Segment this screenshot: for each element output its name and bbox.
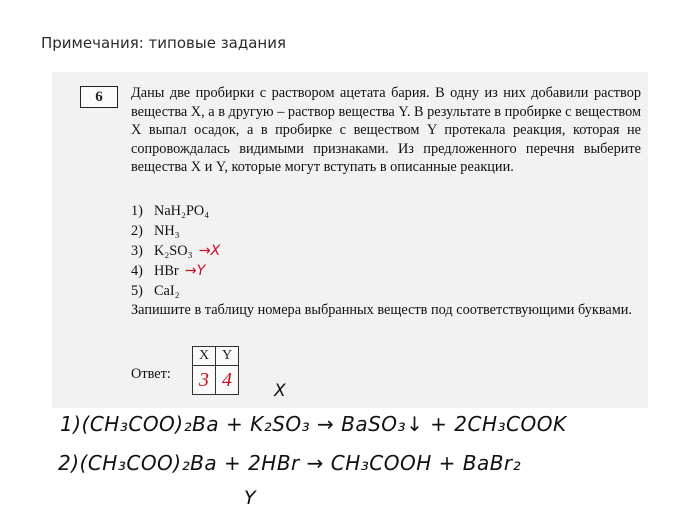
option-formula: NH₃ (154, 223, 180, 239)
option-number: 5) (131, 283, 143, 299)
option-number: 3) (131, 243, 143, 259)
option-formula: K₂SO₃ (154, 243, 193, 259)
answer-table (192, 346, 239, 395)
answer-label: Ответ: (131, 366, 171, 382)
option-4 (131, 261, 220, 281)
page-heading: Примечания: типовые задания (41, 34, 287, 52)
task-text: Даны две пробирки с раствором ацетата бария. В одну из них добавили раствор вещества X, а в другую – раствор вещества Y. В результате в пробирке с веществом X выпал осадок, а в пробирке с веществом Y протекала реакция, которая не сопровождалась видимыми признаками. Из предложенного перечня выберите вещества X и Y, которые могут вступать в описанные реакции. (131, 85, 641, 176)
answer-header-y: Y (216, 347, 239, 366)
answer-value-row (193, 366, 239, 395)
instruction-text: Запишите в таблицу номера выбранных веществ под соответствующими буквами. (131, 302, 632, 318)
option-1 (131, 201, 220, 221)
option-5 (131, 281, 220, 301)
option-3 (131, 241, 220, 261)
option-number: 2) (131, 223, 143, 239)
task-number: 6 (80, 86, 118, 108)
option-2 (131, 221, 220, 241)
option-formula: NaH₂PO₄ (154, 203, 210, 219)
handwritten-equation-1: 1)(CH₃COO)₂Ba + K₂SO₃ → BaSO₃↓ + 2CH₃COOK (60, 412, 567, 436)
answer-header-x: X (193, 347, 216, 366)
option-mark: →X (198, 243, 221, 259)
option-number: 1) (131, 203, 143, 219)
answer-value-y: 4 (216, 366, 239, 395)
options-list (131, 201, 220, 301)
option-formula: HBr (154, 263, 179, 279)
handwritten-y-label: Y (244, 487, 256, 509)
answer-value-x: 3 (193, 366, 216, 395)
handwritten-x-label: X (274, 381, 286, 401)
answer-header-row (193, 347, 239, 366)
option-number: 4) (131, 263, 143, 279)
option-formula: CaI₂ (154, 283, 180, 299)
handwritten-equation-2: 2)(CH₃COO)₂Ba + 2HBr → CH₃COOH + BaBr₂ (58, 451, 522, 475)
option-mark: →Y (184, 263, 206, 279)
